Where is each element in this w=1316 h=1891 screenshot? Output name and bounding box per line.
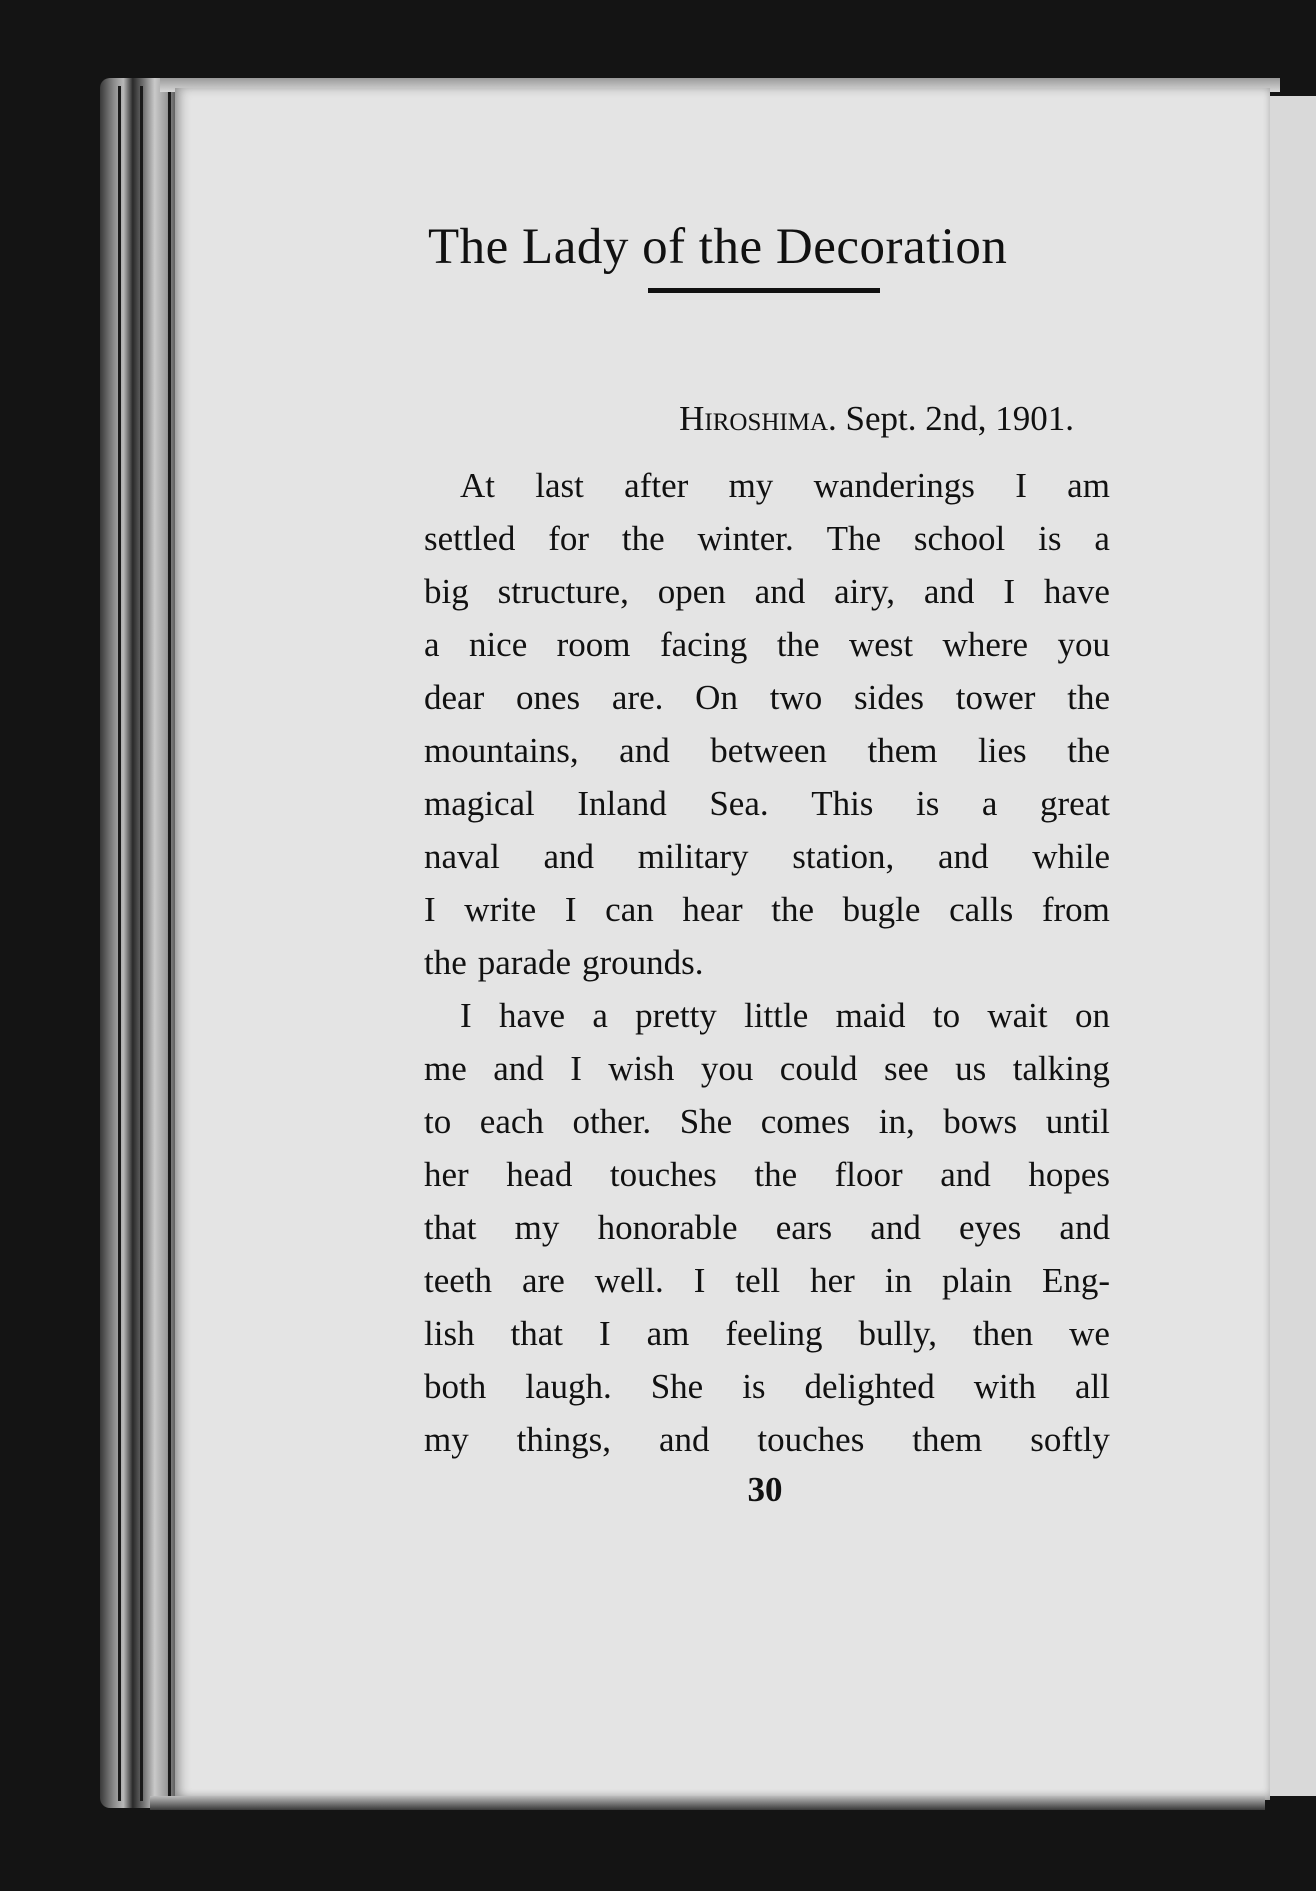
word: station,: [792, 837, 895, 876]
word: write: [464, 890, 537, 929]
dateline: [424, 392, 1110, 445]
word: mountains,: [424, 731, 579, 770]
word: two: [769, 678, 823, 717]
word: I: [693, 1261, 706, 1300]
word: touches: [609, 1155, 717, 1194]
word: have: [1043, 572, 1110, 611]
word: settled: [424, 519, 516, 558]
running-head: The Lady of the Decoration: [428, 219, 1008, 275]
word: calls: [949, 890, 1014, 929]
word: that: [424, 1208, 477, 1247]
word: wait: [987, 996, 1048, 1035]
word: wanderings: [813, 466, 975, 505]
word: school: [913, 519, 1006, 558]
word: I: [564, 890, 577, 929]
word: that: [510, 1314, 564, 1353]
word: and: [870, 1208, 921, 1247]
word: and: [543, 837, 595, 876]
word: the: [754, 1155, 798, 1194]
word: a: [1094, 519, 1110, 558]
word: At: [460, 466, 495, 505]
word: bows: [943, 1102, 1018, 1141]
word: hear: [682, 890, 743, 929]
text-line: [424, 1201, 1110, 1254]
word: feeling: [725, 1314, 823, 1353]
word: you: [1057, 625, 1110, 664]
word: ones: [516, 678, 581, 717]
word: I: [570, 1049, 582, 1088]
text-line: [424, 1360, 1110, 1413]
word: a: [424, 625, 440, 664]
text-line: [424, 618, 1110, 671]
word: and: [754, 572, 806, 611]
word: open: [657, 572, 726, 611]
word: west: [848, 625, 914, 664]
word: floor: [834, 1155, 903, 1194]
dateline-place: Hiroshima.: [679, 399, 837, 438]
word: all: [1075, 1367, 1110, 1406]
word: while: [1032, 837, 1110, 876]
word: Sea.: [709, 784, 769, 823]
word: you: [700, 1049, 754, 1088]
text-line: [424, 989, 1110, 1042]
word: dear: [424, 678, 485, 717]
word: ears: [775, 1208, 833, 1247]
word: plain: [941, 1261, 1012, 1300]
word: little: [744, 996, 809, 1035]
word: them: [912, 1420, 983, 1459]
page-bottom-edge: [150, 1796, 1265, 1810]
word: pretty: [635, 996, 717, 1035]
text-line: [424, 1148, 1110, 1201]
facing-page-edge: [1268, 96, 1316, 1796]
word: parade: [477, 943, 572, 982]
dateline-date: Sept. 2nd, 1901.: [845, 399, 1074, 438]
word: is: [1038, 519, 1062, 558]
word: the: [1067, 678, 1110, 717]
text-line: [424, 936, 1110, 989]
word: eyes: [959, 1208, 1022, 1247]
word: after: [624, 466, 689, 505]
word: until: [1045, 1102, 1110, 1141]
word: with: [973, 1367, 1037, 1406]
word: to: [932, 996, 961, 1035]
word: She: [650, 1367, 704, 1406]
word: and: [923, 572, 975, 611]
word: my: [424, 1420, 469, 1459]
word: big: [424, 572, 469, 611]
word: are.: [611, 678, 664, 717]
word: head: [506, 1155, 573, 1194]
text-line: [424, 459, 1110, 512]
text-line: [424, 565, 1110, 618]
word: wish: [608, 1049, 675, 1088]
word: to: [424, 1102, 452, 1141]
book-spine: [100, 78, 178, 1808]
spine-edge-line: [140, 86, 143, 1801]
word: lies: [978, 731, 1027, 770]
word: things,: [516, 1420, 611, 1459]
word: us: [955, 1049, 987, 1088]
word: last: [535, 466, 584, 505]
word: sides: [853, 678, 924, 717]
word: me: [424, 1049, 467, 1088]
word: are: [522, 1261, 565, 1300]
word: tell: [735, 1261, 781, 1300]
word: maid: [835, 996, 906, 1035]
word: This: [811, 784, 874, 823]
word: bully,: [858, 1314, 937, 1353]
word: is: [915, 784, 940, 823]
word: and: [937, 837, 989, 876]
word: military: [637, 837, 749, 876]
word: the: [776, 625, 820, 664]
word: my: [728, 466, 774, 505]
word: on: [1074, 996, 1110, 1035]
word: and: [493, 1049, 544, 1088]
text-line: [424, 1254, 1110, 1307]
word: in: [884, 1261, 912, 1300]
spine-edge-line: [168, 86, 171, 1801]
word: honorable: [597, 1208, 738, 1247]
word: tower: [955, 678, 1036, 717]
running-head-rule: [648, 288, 880, 293]
word: and: [940, 1155, 991, 1194]
word: bugle: [842, 890, 921, 929]
word: teeth: [424, 1261, 493, 1300]
word: am: [646, 1314, 690, 1353]
word: have: [498, 996, 566, 1035]
word: from: [1041, 890, 1110, 929]
text-line: [424, 512, 1110, 565]
text-line: [424, 1413, 1110, 1466]
word: where: [942, 625, 1029, 664]
word: facing: [659, 625, 748, 664]
text-line: [424, 883, 1110, 936]
word: for: [548, 519, 590, 558]
word: She: [679, 1102, 733, 1141]
word: can: [605, 890, 654, 929]
word: and: [658, 1420, 710, 1459]
word: the: [424, 943, 467, 982]
word: room: [556, 625, 631, 664]
word: each: [479, 1102, 544, 1141]
body-text: [424, 392, 1110, 1466]
text-line: [424, 1095, 1110, 1148]
text-line: [424, 724, 1110, 777]
text-line: [424, 1307, 1110, 1360]
word: Eng-: [1041, 1261, 1110, 1300]
word: the: [1067, 731, 1110, 770]
word: am: [1067, 466, 1110, 505]
word: both: [424, 1367, 487, 1406]
word: her: [810, 1261, 855, 1300]
word: hopes: [1028, 1155, 1110, 1194]
word: talking: [1012, 1049, 1110, 1088]
word: I: [599, 1314, 611, 1353]
page-number: 30: [747, 1470, 783, 1509]
word: The: [826, 519, 882, 558]
text-line: [424, 777, 1110, 830]
word: her: [424, 1155, 469, 1194]
text-line: [424, 671, 1110, 724]
word: I: [1003, 572, 1015, 611]
paragraph: [424, 989, 1110, 1466]
word: On: [695, 678, 738, 717]
word: and: [619, 731, 670, 770]
text-line: [424, 1042, 1110, 1095]
word: a: [981, 784, 998, 823]
word: laugh.: [525, 1367, 612, 1406]
word: well.: [594, 1261, 664, 1300]
word: airy,: [834, 572, 895, 611]
word: in,: [878, 1102, 915, 1141]
word: my: [514, 1208, 560, 1247]
word: winter.: [697, 519, 794, 558]
spine-edge-line: [118, 86, 121, 1801]
word: I: [460, 996, 472, 1035]
paragraph: [424, 459, 1110, 989]
word: nice: [468, 625, 528, 664]
word: touches: [757, 1420, 865, 1459]
word: I: [1015, 466, 1027, 505]
word: could: [779, 1049, 858, 1088]
word: lish: [424, 1314, 475, 1353]
word: grounds.: [582, 943, 704, 982]
text-line: [424, 830, 1110, 883]
paragraphs: [424, 459, 1110, 1466]
word: between: [710, 731, 827, 770]
word: we: [1069, 1314, 1110, 1353]
word: great: [1040, 784, 1110, 823]
word: softly: [1030, 1420, 1110, 1459]
word: structure,: [497, 572, 629, 611]
word: and: [1059, 1208, 1110, 1247]
word: the: [771, 890, 815, 929]
word: Inland: [577, 784, 667, 823]
word: then: [972, 1314, 1034, 1353]
word: them: [867, 731, 938, 770]
word: see: [883, 1049, 929, 1088]
word: delighted: [804, 1367, 935, 1406]
word: magical: [424, 784, 535, 823]
word: other.: [572, 1102, 652, 1141]
word: a: [592, 996, 608, 1035]
word: is: [742, 1367, 766, 1406]
word: I: [424, 890, 436, 929]
word: naval: [424, 837, 500, 876]
word: comes: [760, 1102, 851, 1141]
word: the: [621, 519, 665, 558]
